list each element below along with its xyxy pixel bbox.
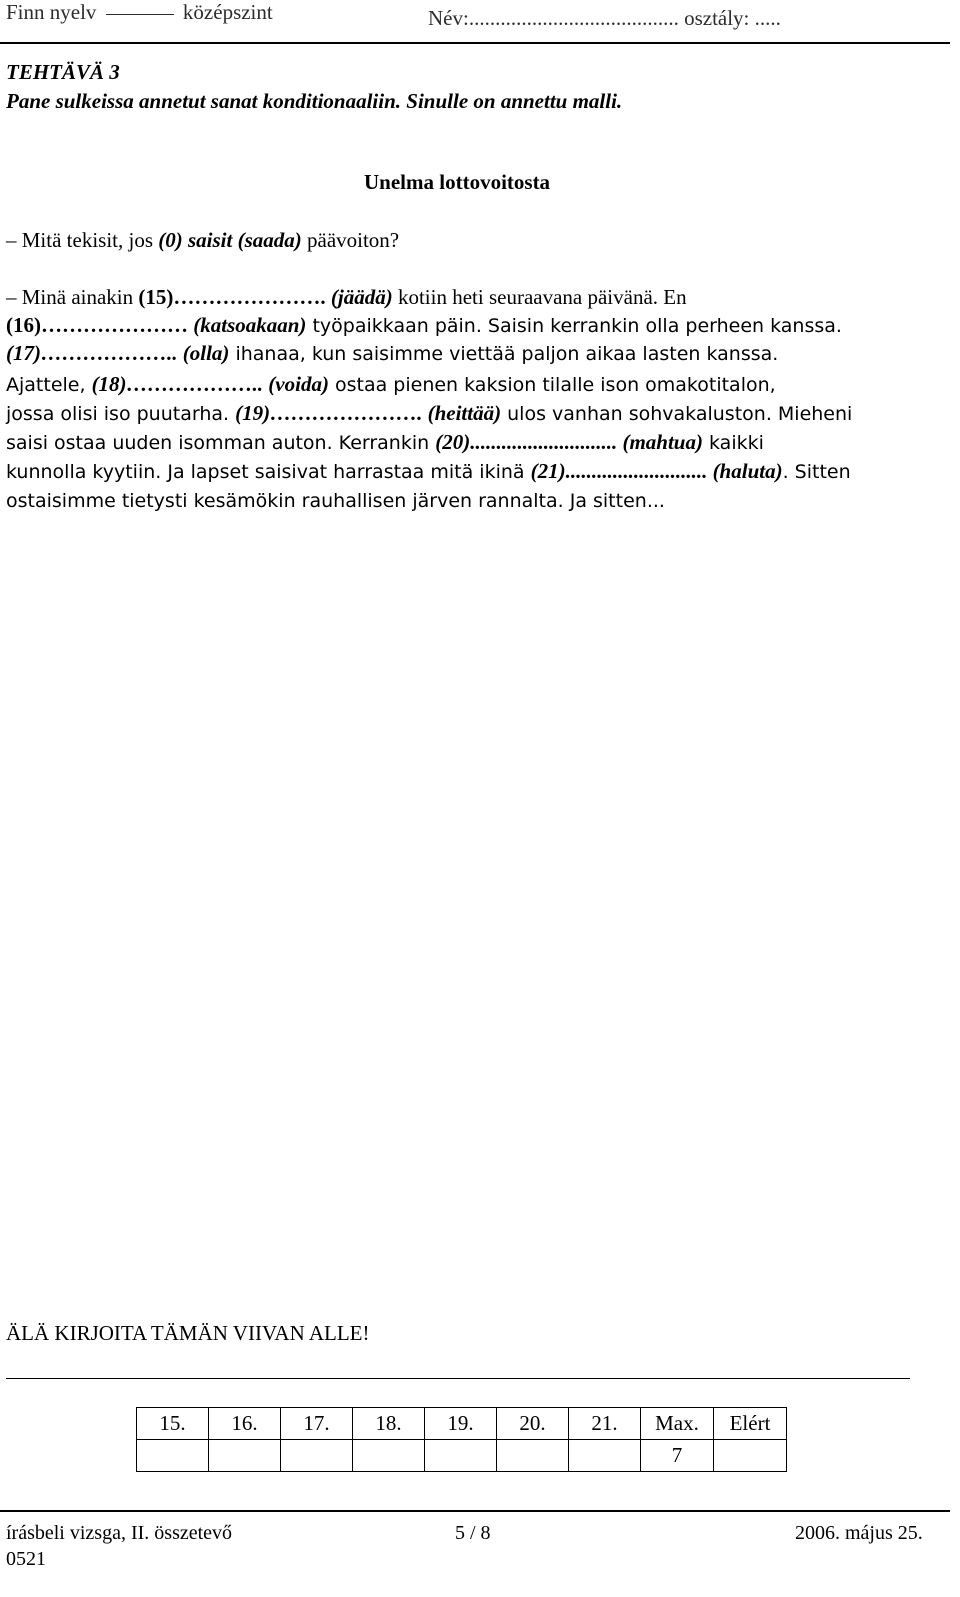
footer-code: 0521 xyxy=(6,1548,46,1570)
story-title: Unelma lottovoitosta xyxy=(364,170,551,194)
score-cell-17 xyxy=(281,1440,353,1472)
score-cell-20 xyxy=(497,1440,569,1472)
footer-rule xyxy=(0,1510,950,1512)
score-header-max: Max. xyxy=(641,1408,714,1440)
score-header-19: 19. xyxy=(425,1408,497,1440)
text-line-3: (16)………………… (katsoakaan) työpaikkaan päin. Saisin kerrankin olla perheen kanssa. xyxy=(6,313,842,337)
text-line-1: – Mitä tekisit, jos (0) saisit (saada) päävoiton? xyxy=(6,228,400,252)
score-cell-15 xyxy=(137,1440,209,1472)
cut-line xyxy=(6,1378,910,1379)
header-subject xyxy=(6,0,273,25)
text-line-5: Ajattele, (18)……………….. (voida) ostaa pienen kaksion tilalle ison omakotitalon, xyxy=(6,372,776,396)
score-header-20: 20. xyxy=(497,1408,569,1440)
do-not-write-notice: ÄLÄ KIRJOITA TÄMÄN VIIVAN ALLE! xyxy=(6,1321,370,1345)
footer-date: 2006. május 25. xyxy=(795,1522,923,1544)
score-cell-16 xyxy=(209,1440,281,1472)
footer-exam-label: írásbeli vizsga, II. összetevő xyxy=(6,1522,233,1544)
gap-20: (20)............................ (mahtua) xyxy=(435,430,703,454)
score-cell-21 xyxy=(569,1440,641,1472)
score-header-achieved: Elért xyxy=(714,1408,787,1440)
text-line-7: saisi ostaa uuden isomman auton. Kerrankin (20)............................ (mahtua) kaikki xyxy=(6,430,764,454)
text-line-2: – Minä ainakin (15)…………………. (jäädä) kotiin heti seuraavana päivänä. En xyxy=(6,285,687,309)
text-line-6: jossa olisi iso puutarha. (19)…………………. (heittää) ulos vanhan sohvakaluston. Mieheni xyxy=(6,401,853,425)
score-value-row xyxy=(137,1440,787,1472)
gap-19: (19)…………………. (heittää) xyxy=(235,401,502,425)
header-language: Finn nyelv xyxy=(6,0,97,24)
score-header-16: 16. xyxy=(209,1408,281,1440)
score-cell-max: 7 xyxy=(641,1440,714,1472)
gap-18: (18)……………….. (voida) xyxy=(91,372,329,396)
score-header-21: 21. xyxy=(569,1408,641,1440)
gap-16: (16)………………… xyxy=(6,313,194,337)
text-line-9: ostaisimme tietysti kesämökin rauhallisen järven rannalta. Ja sitten... xyxy=(6,490,665,512)
score-header-18: 18. xyxy=(353,1408,425,1440)
task-instruction: Pane sulkeissa annetut sanat konditionaaliin. Sinulle on annettu malli. xyxy=(6,89,623,113)
footer-page-number: 5 / 8 xyxy=(455,1522,491,1544)
header-level: középszint xyxy=(182,0,273,24)
header-name-class-field: Név:........................................ osztály: ..... xyxy=(428,6,781,30)
score-header-17: 17. xyxy=(281,1408,353,1440)
task-title: TEHTÄVÄ 3 xyxy=(6,60,120,84)
score-cell-18 xyxy=(353,1440,425,1472)
score-table xyxy=(136,1407,787,1472)
text-line-8: kunnolla kyytiin. Ja lapset saisivat harrastaa mitä ikinä (21)........................... (haluta). Sitten xyxy=(6,459,851,483)
gap-21: (21)........................... (haluta) xyxy=(530,459,783,483)
header-dash xyxy=(106,14,174,15)
score-cell-achieved xyxy=(714,1440,787,1472)
text-line-4: (17)……………….. (olla) ihanaa, kun saisimme viettää paljon aikaa lasten kanssa. xyxy=(6,341,779,365)
score-cell-19 xyxy=(425,1440,497,1472)
header-rule xyxy=(0,42,950,44)
score-header-row xyxy=(137,1408,787,1440)
gap-15: (15)…………………. xyxy=(138,285,326,309)
gap-17: (17)……………….. (olla) xyxy=(6,341,230,365)
score-header-15: 15. xyxy=(137,1408,209,1440)
example-answer: (0) saisit (saada) xyxy=(158,228,302,252)
